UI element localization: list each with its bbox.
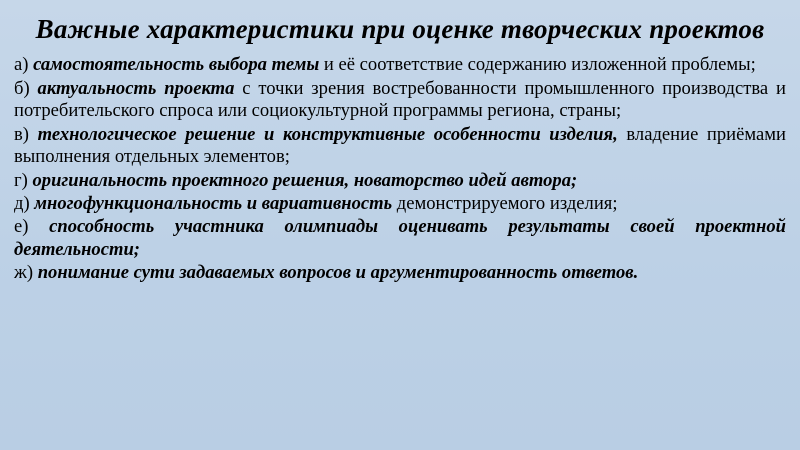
item-emphasis: оригинальность проектного решения, новаторство идей автора; (27, 169, 578, 191)
list-item (14, 170, 786, 193)
item-marker: г) (14, 169, 28, 191)
item-marker: в) (14, 123, 29, 145)
slide-body (14, 54, 786, 285)
list-item (14, 193, 786, 216)
item-rest: и её соответствие содержанию изложенной проблемы; (319, 54, 756, 76)
item-rest: с точки зрения востребованности промышленного производства и потребительского спроса или социокультурной программы региона, страны; (14, 77, 786, 122)
item-marker: д) (14, 192, 30, 214)
list-item (14, 78, 786, 124)
item-emphasis: способность участника олимпиады оценивать результаты своей проектной деятельности; (14, 216, 786, 260)
item-emphasis: понимание сути задаваемых вопросов и аргументированность ответов. (33, 262, 639, 284)
list-item (14, 262, 786, 285)
item-marker: ж) (14, 262, 34, 284)
item-marker: б) (14, 77, 30, 99)
item-rest: демонстрируемого изделия; (392, 192, 618, 214)
list-item (14, 124, 786, 170)
item-emphasis: многофункциональность и вариативность (29, 192, 393, 214)
list-item (14, 54, 786, 77)
item-emphasis: технологическое решение и конструктивные особенности изделия, (28, 123, 618, 145)
page-title: Важные характеристики при оценке творческих проектов (35, 14, 765, 44)
list-item (14, 216, 786, 262)
item-marker: е) (14, 216, 29, 238)
item-rest: владение приёмами выполнения отдельных элементов; (14, 123, 786, 168)
item-emphasis: самостоятельность выбора темы (28, 54, 320, 76)
item-emphasis: актуальность проекта (29, 77, 235, 99)
item-marker: а) (14, 54, 29, 76)
